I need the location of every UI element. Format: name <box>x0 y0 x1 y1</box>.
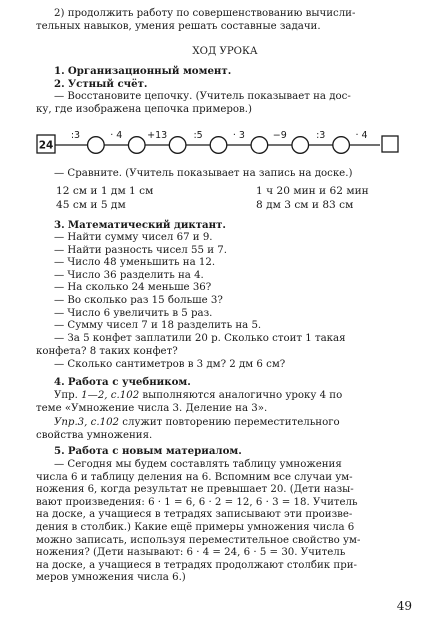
section-2-title: Устный счёт. <box>67 78 148 90</box>
chain-blank-circle <box>333 137 350 154</box>
section-5-number: 5. <box>54 445 65 457</box>
section-3-number: 3. <box>54 219 65 231</box>
dictation-task-line-2: конфета? 8 таких конфет? <box>36 345 178 357</box>
section-2-text <box>36 91 414 116</box>
chain-operation-label: · 4 <box>110 130 123 141</box>
section-3-title: Математический диктант. <box>67 219 226 231</box>
section-4-p1-line-2: теме «Умножение числа 3. Деление на 3». <box>36 402 268 414</box>
section-5-line: дения в столбик.) Какие ещё примеры умножения числа 6 <box>36 521 355 533</box>
section-4-paragraph-1 <box>36 390 414 415</box>
chain-operation-label: · 4 <box>355 130 368 141</box>
intro-line-2: тельных навыков, умения решать составные задачи. <box>36 20 321 32</box>
section-1-number: 1. <box>54 65 65 77</box>
chain-operation-label: :3 <box>70 130 81 141</box>
chain-start-value: 24 <box>38 139 54 152</box>
section-4-p1-line-1 <box>36 390 414 403</box>
section-4-p2-line-1 <box>36 417 414 430</box>
section-2-number: 2. <box>54 78 65 90</box>
section-5-line: ножения? (Дети называют: 6 · 4 = 24, 6 · 5 = 30. Учитель <box>36 547 346 559</box>
section-5-line: ножения 6, когда результат не превышает 20. (Дети назы- <box>36 484 354 496</box>
dictation-item: — Сумму чисел 7 и 18 разделить на 5. <box>54 320 262 332</box>
section-5-line: на доске, а учащиеся в тетрадях записывают эти произве- <box>36 509 353 521</box>
section-3-heading <box>54 219 432 233</box>
section-4-paragraph-2 <box>36 417 414 442</box>
compare-line: — Сравните. (Учитель показывает на запись на доске.) <box>54 168 353 179</box>
exercise-reference: Упр.3, с.102 <box>54 417 120 428</box>
exercise-reference: 1—2, с.102 <box>81 390 140 401</box>
section-4-number: 4. <box>54 376 65 388</box>
chain-operation-label: −9 <box>272 130 287 141</box>
section-5-line: числа 6 и таблицу деления на 6. Вспомним все случаи ум- <box>36 471 353 483</box>
section-4-heading <box>54 376 432 390</box>
compare-right-2: 8 дм 3 см и 83 см <box>256 199 354 211</box>
dictation-item: — Число 6 увеличить в 5 раз. <box>54 307 213 319</box>
section-5-line: меров умножения числа 6.) <box>36 572 186 584</box>
dictation-item: — Число 36 разделить на 4. <box>54 269 204 281</box>
chain-operation-label: :5 <box>193 130 203 141</box>
dictation-task-line-1: — За 5 конфет заплатили 20 р. Сколько стоит 1 такая <box>54 333 346 344</box>
chain-blank-circle <box>292 137 309 154</box>
dictation-item: — На сколько 24 меньше 36? <box>54 282 212 294</box>
chain-blank-circle <box>88 137 105 154</box>
page-number: 49 <box>396 599 412 613</box>
compare-right-1: 1 ч 20 мин и 62 мин <box>256 185 369 197</box>
section-4-title: Работа с учебником. <box>67 376 191 388</box>
section-5-title: Работа с новым материалом. <box>67 445 242 457</box>
exercise-text: служит повторению переместительного <box>119 417 340 428</box>
chain-blank-circle <box>210 137 227 154</box>
dictation-item: — Найти разность чисел 55 и 7. <box>54 244 227 256</box>
section-5-line: — Сегодня мы будем составлять таблицу умножения <box>54 459 342 470</box>
chain-operation-label: +13 <box>147 130 168 141</box>
dictation-item: — Найти сумму чисел 67 и 9. <box>54 232 213 243</box>
section-4-p2-line-2: свойства умножения. <box>36 429 153 441</box>
intro-paragraph <box>36 8 414 33</box>
section-2-heading <box>54 78 432 92</box>
lesson-heading: ХОД УРОКА <box>192 46 258 57</box>
section-5-line: вают произведения: 6 · 1 = 6, 6 · 2 = 12, 6 · 3 = 18. Учитель <box>36 496 358 508</box>
section-1-heading <box>54 65 432 79</box>
compare-left-1: 12 см и 1 дм 1 см <box>56 185 154 197</box>
dictation-item: — Число 48 уменьшить на 12. <box>54 257 216 269</box>
dictation-item: — Во сколько раз 15 больше 3? <box>54 294 223 306</box>
section-5-line: на доске, а учащиеся в тетрадях продолжают столбик при- <box>36 559 357 571</box>
section-2-text-line-1: — Восстановите цепочку. (Учитель показывает на дос- <box>54 91 351 102</box>
dictation-last-item: — Сколько сантиметров в 3 дм? 2 дм 6 см? <box>54 359 286 370</box>
section-5-paragraph <box>36 459 414 585</box>
section-2-text-line-2: ку, где изображена цепочка примеров.) <box>36 103 253 115</box>
section-5-line: можно записать, используя переместительное свойство ум- <box>36 534 361 546</box>
chain-end-box <box>382 136 398 152</box>
chain-blank-circle <box>128 137 145 154</box>
intro-line-1: 2) продолжить работу по совершенствованию вычисли- <box>54 8 356 19</box>
chain-operation-label: :3 <box>316 130 326 141</box>
exercise-text: выполняются аналогично уроку 4 по <box>139 390 343 401</box>
dictation-task <box>36 333 414 358</box>
chain-blank-circle <box>169 137 186 154</box>
chain-blank-circle <box>251 137 268 154</box>
section-5-heading <box>54 445 432 459</box>
exercise-label: Упр. <box>54 390 82 401</box>
compare-left-column <box>56 184 153 212</box>
compare-right-column <box>256 184 369 212</box>
dictation-list <box>54 232 432 333</box>
chain-operation-label: · 3 <box>232 130 245 141</box>
compare-left-2: 45 см и 5 дм <box>56 199 126 211</box>
section-1-title: Организационный момент. <box>67 65 232 77</box>
number-chain-diagram <box>0 128 446 162</box>
